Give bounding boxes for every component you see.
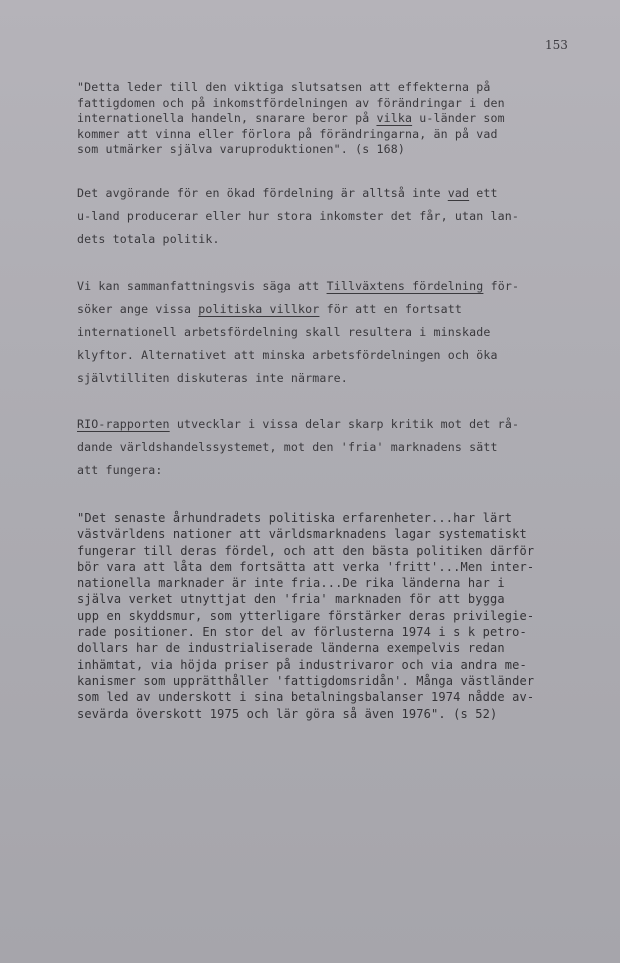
line-text: klyftor. Alternativet att minska arbetsfördelningen och öka bbox=[77, 348, 498, 362]
line-text: u-land producerar eller hur stora inkomster det får, utan lan- bbox=[77, 209, 520, 223]
text-line bbox=[77, 591, 557, 607]
underlined-text: RIO-rapporten bbox=[77, 417, 170, 431]
text-line bbox=[77, 459, 557, 482]
page-number: 153 bbox=[545, 38, 568, 52]
paragraph-1 bbox=[77, 182, 557, 251]
text-line bbox=[77, 543, 557, 559]
line-text: som led av underskott i sina betalningsbalanser 1974 nådde av- bbox=[77, 690, 535, 705]
text-line bbox=[77, 559, 557, 575]
line-text-after: för att en fortsatt bbox=[319, 302, 463, 316]
line-text: kanismer som upprätthåller 'fattigdomsridån'. Många västländer bbox=[77, 673, 535, 688]
line-text: att fungera: bbox=[77, 463, 163, 477]
text-line bbox=[77, 367, 557, 390]
underlined-text: vilka bbox=[376, 111, 413, 125]
text-line bbox=[77, 344, 557, 367]
line-text: söker ange vissa bbox=[77, 302, 199, 316]
text-line bbox=[77, 624, 557, 640]
text-line bbox=[77, 510, 557, 526]
line-text: "Detta leder till den viktiga slutsatsen att effekterna på bbox=[77, 80, 491, 94]
paragraph-2 bbox=[77, 275, 557, 390]
underlined-text: politiska villkor bbox=[198, 302, 320, 316]
line-text: västvärldens nationer att världsmarknadens lagar systematiskt bbox=[77, 527, 527, 542]
text-line bbox=[77, 228, 557, 251]
text-line bbox=[77, 275, 557, 298]
line-text: självtilliten diskuteras inte närmare. bbox=[77, 371, 348, 385]
text-line bbox=[77, 96, 557, 112]
text-line bbox=[77, 205, 557, 228]
line-text-after: ett bbox=[469, 186, 498, 200]
text-line bbox=[77, 640, 557, 656]
line-text: sevärda överskott 1975 och lär göra så även 1976". (s 52) bbox=[77, 706, 498, 721]
line-text: själva verket utnyttjat den 'fria' marknaden för att bygga bbox=[77, 592, 505, 607]
quote-block-1 bbox=[77, 80, 557, 158]
quote-block-2 bbox=[77, 510, 557, 722]
line-text-after: u-länder som bbox=[412, 111, 505, 125]
underlined-text: Tillväxtens fördelning bbox=[326, 279, 484, 293]
line-text: internationell arbetsfördelning skall resultera i minskade bbox=[77, 325, 491, 339]
line-text: inhämtat, via höjda priser på industrivaror och via andra me- bbox=[77, 657, 527, 672]
line-text: fattigdomen och på inkomstfördelningen av förändringar i den bbox=[77, 95, 505, 110]
text-line bbox=[77, 689, 557, 705]
text-line bbox=[77, 298, 557, 321]
text-line bbox=[77, 182, 557, 205]
text-line bbox=[77, 526, 557, 542]
line-text: Vi kan sammanfattningsvis säga att bbox=[77, 279, 327, 293]
text-line bbox=[77, 142, 557, 158]
line-text-after: utvecklar i vissa delar skarp kritik mot det rå- bbox=[169, 417, 520, 431]
line-text: bör vara att låta dem fortsätta att verka 'fritt'...Men inter- bbox=[77, 559, 535, 574]
text-line bbox=[77, 321, 557, 344]
line-text: dande världshandelssystemet, mot den 'fria' marknadens sätt bbox=[77, 440, 498, 454]
line-text-after: för- bbox=[483, 279, 520, 293]
text-line bbox=[77, 706, 557, 722]
line-text: dets totala politik. bbox=[77, 232, 220, 246]
text-line bbox=[77, 673, 557, 689]
text-line bbox=[77, 80, 557, 96]
line-text: fungerar till deras fördel, och att den bästa politiken därför bbox=[77, 543, 535, 558]
text-line bbox=[77, 127, 557, 143]
line-text: nationella marknader är inte fria...De rika länderna har i bbox=[77, 576, 505, 591]
line-text: dollars har de industrialiserade länderna exempelvis redan bbox=[77, 641, 505, 656]
paragraph-3 bbox=[77, 413, 557, 482]
text-line bbox=[77, 608, 557, 624]
underlined-text: vad bbox=[447, 186, 470, 200]
text-line bbox=[77, 413, 557, 436]
line-text: "Det senaste århundradets politiska erfarenheter...har lärt bbox=[77, 511, 513, 525]
text-line bbox=[77, 436, 557, 459]
text-line bbox=[77, 575, 557, 591]
line-text: kommer att vinna eller förlora på förändringarna, än på vad bbox=[77, 126, 498, 141]
line-text: upp en skyddsmur, som ytterligare förstärker deras privilegie- bbox=[77, 608, 535, 623]
line-text: rade positioner. En stor del av förlusterna 1974 i s k petro- bbox=[77, 625, 527, 640]
line-text: Det avgörande för en ökad fördelning är alltså inte bbox=[77, 186, 448, 200]
line-text: som utmärker själva varuproduktionen". (s 168) bbox=[77, 142, 405, 156]
text-line bbox=[77, 111, 557, 127]
line-text: internationella handeln, snarare beror på bbox=[77, 111, 377, 125]
text-line bbox=[77, 657, 557, 673]
